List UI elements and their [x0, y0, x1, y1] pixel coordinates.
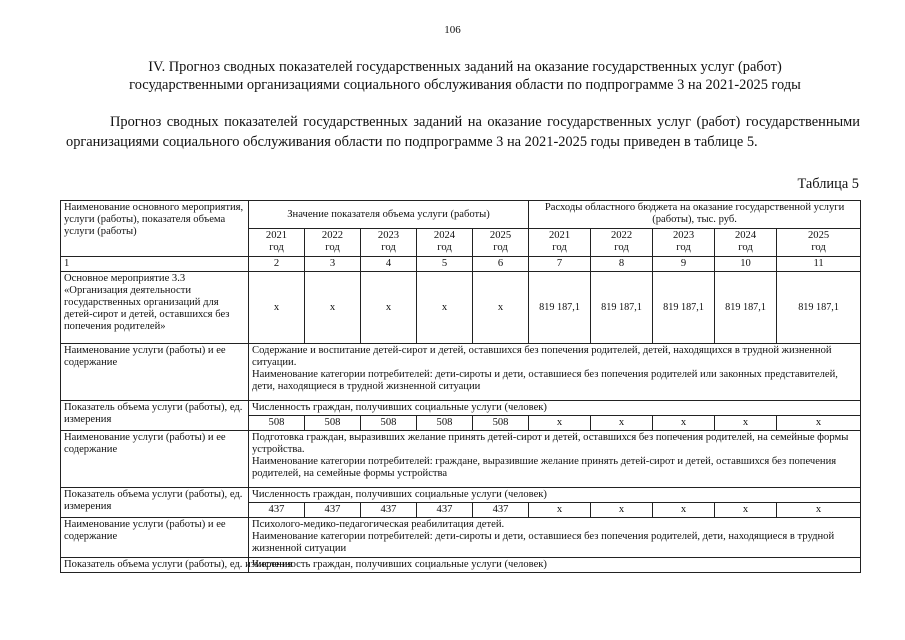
table-cell: 437: [361, 503, 417, 518]
forecast-table: [60, 200, 861, 573]
category-text: Наименование категории потребителей: дети-сироты и дети, оставшиеся без попечения родителей или законных представителей, дети, находящиеся в трудной жизненной ситуации: [252, 369, 838, 392]
indicator-text: Численность граждан, получивших социальные услуги (человек): [249, 401, 861, 416]
column-number-row: [61, 257, 861, 272]
col-number: 7: [529, 257, 591, 272]
table-cell: х: [653, 503, 715, 518]
table-caption: Таблица 5: [797, 176, 859, 192]
heading-line-1: IV. Прогноз сводных показателей государственных заданий на оказание государственных услуг (работ): [148, 59, 782, 75]
category-text: Наименование категории потребителей: дети-сироты и дети, оставшиеся без попечения родителей, дети, находящиеся в трудной жизненной ситуации: [252, 531, 835, 554]
table-cell: 508: [305, 416, 361, 431]
table-cell: х: [591, 503, 653, 518]
table-cell: 508: [249, 416, 305, 431]
header-year-cell: 2021 год: [249, 229, 305, 257]
table-cell: 819 187,1: [777, 272, 861, 344]
service-content: [249, 344, 861, 401]
table-cell: 819 187,1: [653, 272, 715, 344]
table-cell: х: [249, 272, 305, 344]
intro-paragraph: Прогноз сводных показателей государственных заданий на оказание государственных услуг (работ) государственными организациями социального обслуживания области по подпрограмме 3 на 2021-2025 годы приведен в таблице 5.: [66, 114, 860, 150]
table-cell: х: [653, 416, 715, 431]
service-text: Подготовка граждан, выразивших желание принять детей-сирот и детей, оставшихся без попечения родителей, на семейные формы устройства.: [252, 432, 849, 455]
header-year-cell: 2023 год: [361, 229, 417, 257]
header-year-cell: 2022 год: [305, 229, 361, 257]
col-number: 9: [653, 257, 715, 272]
header-year-cell: 2025 год: [777, 229, 861, 257]
table-cell: 819 187,1: [591, 272, 653, 344]
service-text: Психолого-медико-педагогическая реабилитация детей.: [252, 519, 505, 530]
service-text: Содержание и воспитание детей-сирот и детей, оставшихся без попечения родителей, детей, находящихся в трудной жизненной ситуации.: [252, 345, 832, 368]
table-cell: х: [529, 503, 591, 518]
main-event-label: Основное мероприятие 3.3 «Организация деятельности государственных организаций для детей-сирот и детей, оставшихся без попечения родителей»: [61, 272, 249, 344]
col-number: 11: [777, 257, 861, 272]
col-number: 2: [249, 257, 305, 272]
table-cell: х: [361, 272, 417, 344]
col-number: 1: [61, 257, 249, 272]
table-cell: 819 187,1: [715, 272, 777, 344]
main-event-row: [61, 272, 861, 344]
header-col1: Наименование основного мероприятия, услуги (работы), показателя объема услуги (работы): [61, 201, 249, 257]
table-cell: 437: [305, 503, 361, 518]
table-cell: х: [529, 416, 591, 431]
service-label: Наименование услуги (работы) и ее содержание: [61, 431, 249, 488]
header-year-cell: 2024 год: [715, 229, 777, 257]
table-cell: х: [715, 416, 777, 431]
header-year-cell: 2021 год: [529, 229, 591, 257]
service-label: Наименование услуги (работы) и ее содержание: [61, 344, 249, 401]
page-number: 106: [444, 24, 461, 36]
header-year-cell: 2022 год: [591, 229, 653, 257]
header-year-cell: 2023 год: [653, 229, 715, 257]
service-row: [61, 518, 861, 558]
col-number: 10: [715, 257, 777, 272]
service-content: [249, 518, 861, 558]
table-cell: 508: [473, 416, 529, 431]
indicator-text: Численность граждан, получивших социальные услуги (человек): [249, 558, 861, 573]
table-cell: х: [777, 503, 861, 518]
header-year-cell: 2024 год: [417, 229, 473, 257]
col-number: 5: [417, 257, 473, 272]
table-cell: 819 187,1: [529, 272, 591, 344]
header-year-cell: 2025 год: [473, 229, 529, 257]
indicator-label: Показатель объема услуги (работы), ед. измерения: [61, 488, 249, 518]
category-text: Наименование категории потребителей: граждане, выразившие желание принять детей-сирот и детей, оставшихся без попечения родителей, на семейные формы устройства: [252, 456, 837, 479]
table-cell: х: [473, 272, 529, 344]
table-cell: 508: [417, 416, 473, 431]
col-number: 8: [591, 257, 653, 272]
header-volume-group: Значение показателя объема услуги (работы): [249, 201, 529, 229]
table-cell: х: [417, 272, 473, 344]
col-number: 6: [473, 257, 529, 272]
table-cell: х: [715, 503, 777, 518]
indicator-label: Показатель объема услуги (работы), ед. измерения: [61, 558, 249, 573]
header-expense-group: Расходы областного бюджета на оказание государственной услуги (работы), тыс. руб.: [529, 201, 861, 229]
indicator-text: Численность граждан, получивших социальные услуги (человек): [249, 488, 861, 503]
col-number: 4: [361, 257, 417, 272]
indicator-label: Показатель объема услуги (работы), ед. измерения: [61, 401, 249, 431]
service-row: [61, 344, 861, 401]
table-cell: х: [777, 416, 861, 431]
table-cell: 437: [249, 503, 305, 518]
table-cell: 437: [417, 503, 473, 518]
col-number: 3: [305, 257, 361, 272]
table-cell: 437: [473, 503, 529, 518]
table-cell: 508: [361, 416, 417, 431]
table-cell: х: [591, 416, 653, 431]
section-heading: [70, 58, 860, 94]
service-label: Наименование услуги (работы) и ее содержание: [61, 518, 249, 558]
table-cell: х: [305, 272, 361, 344]
heading-line-2: государственными организациями социального обслуживания области по подпрограмме 3 на 2021-2025 годы: [129, 77, 801, 93]
service-row: [61, 431, 861, 488]
service-content: [249, 431, 861, 488]
